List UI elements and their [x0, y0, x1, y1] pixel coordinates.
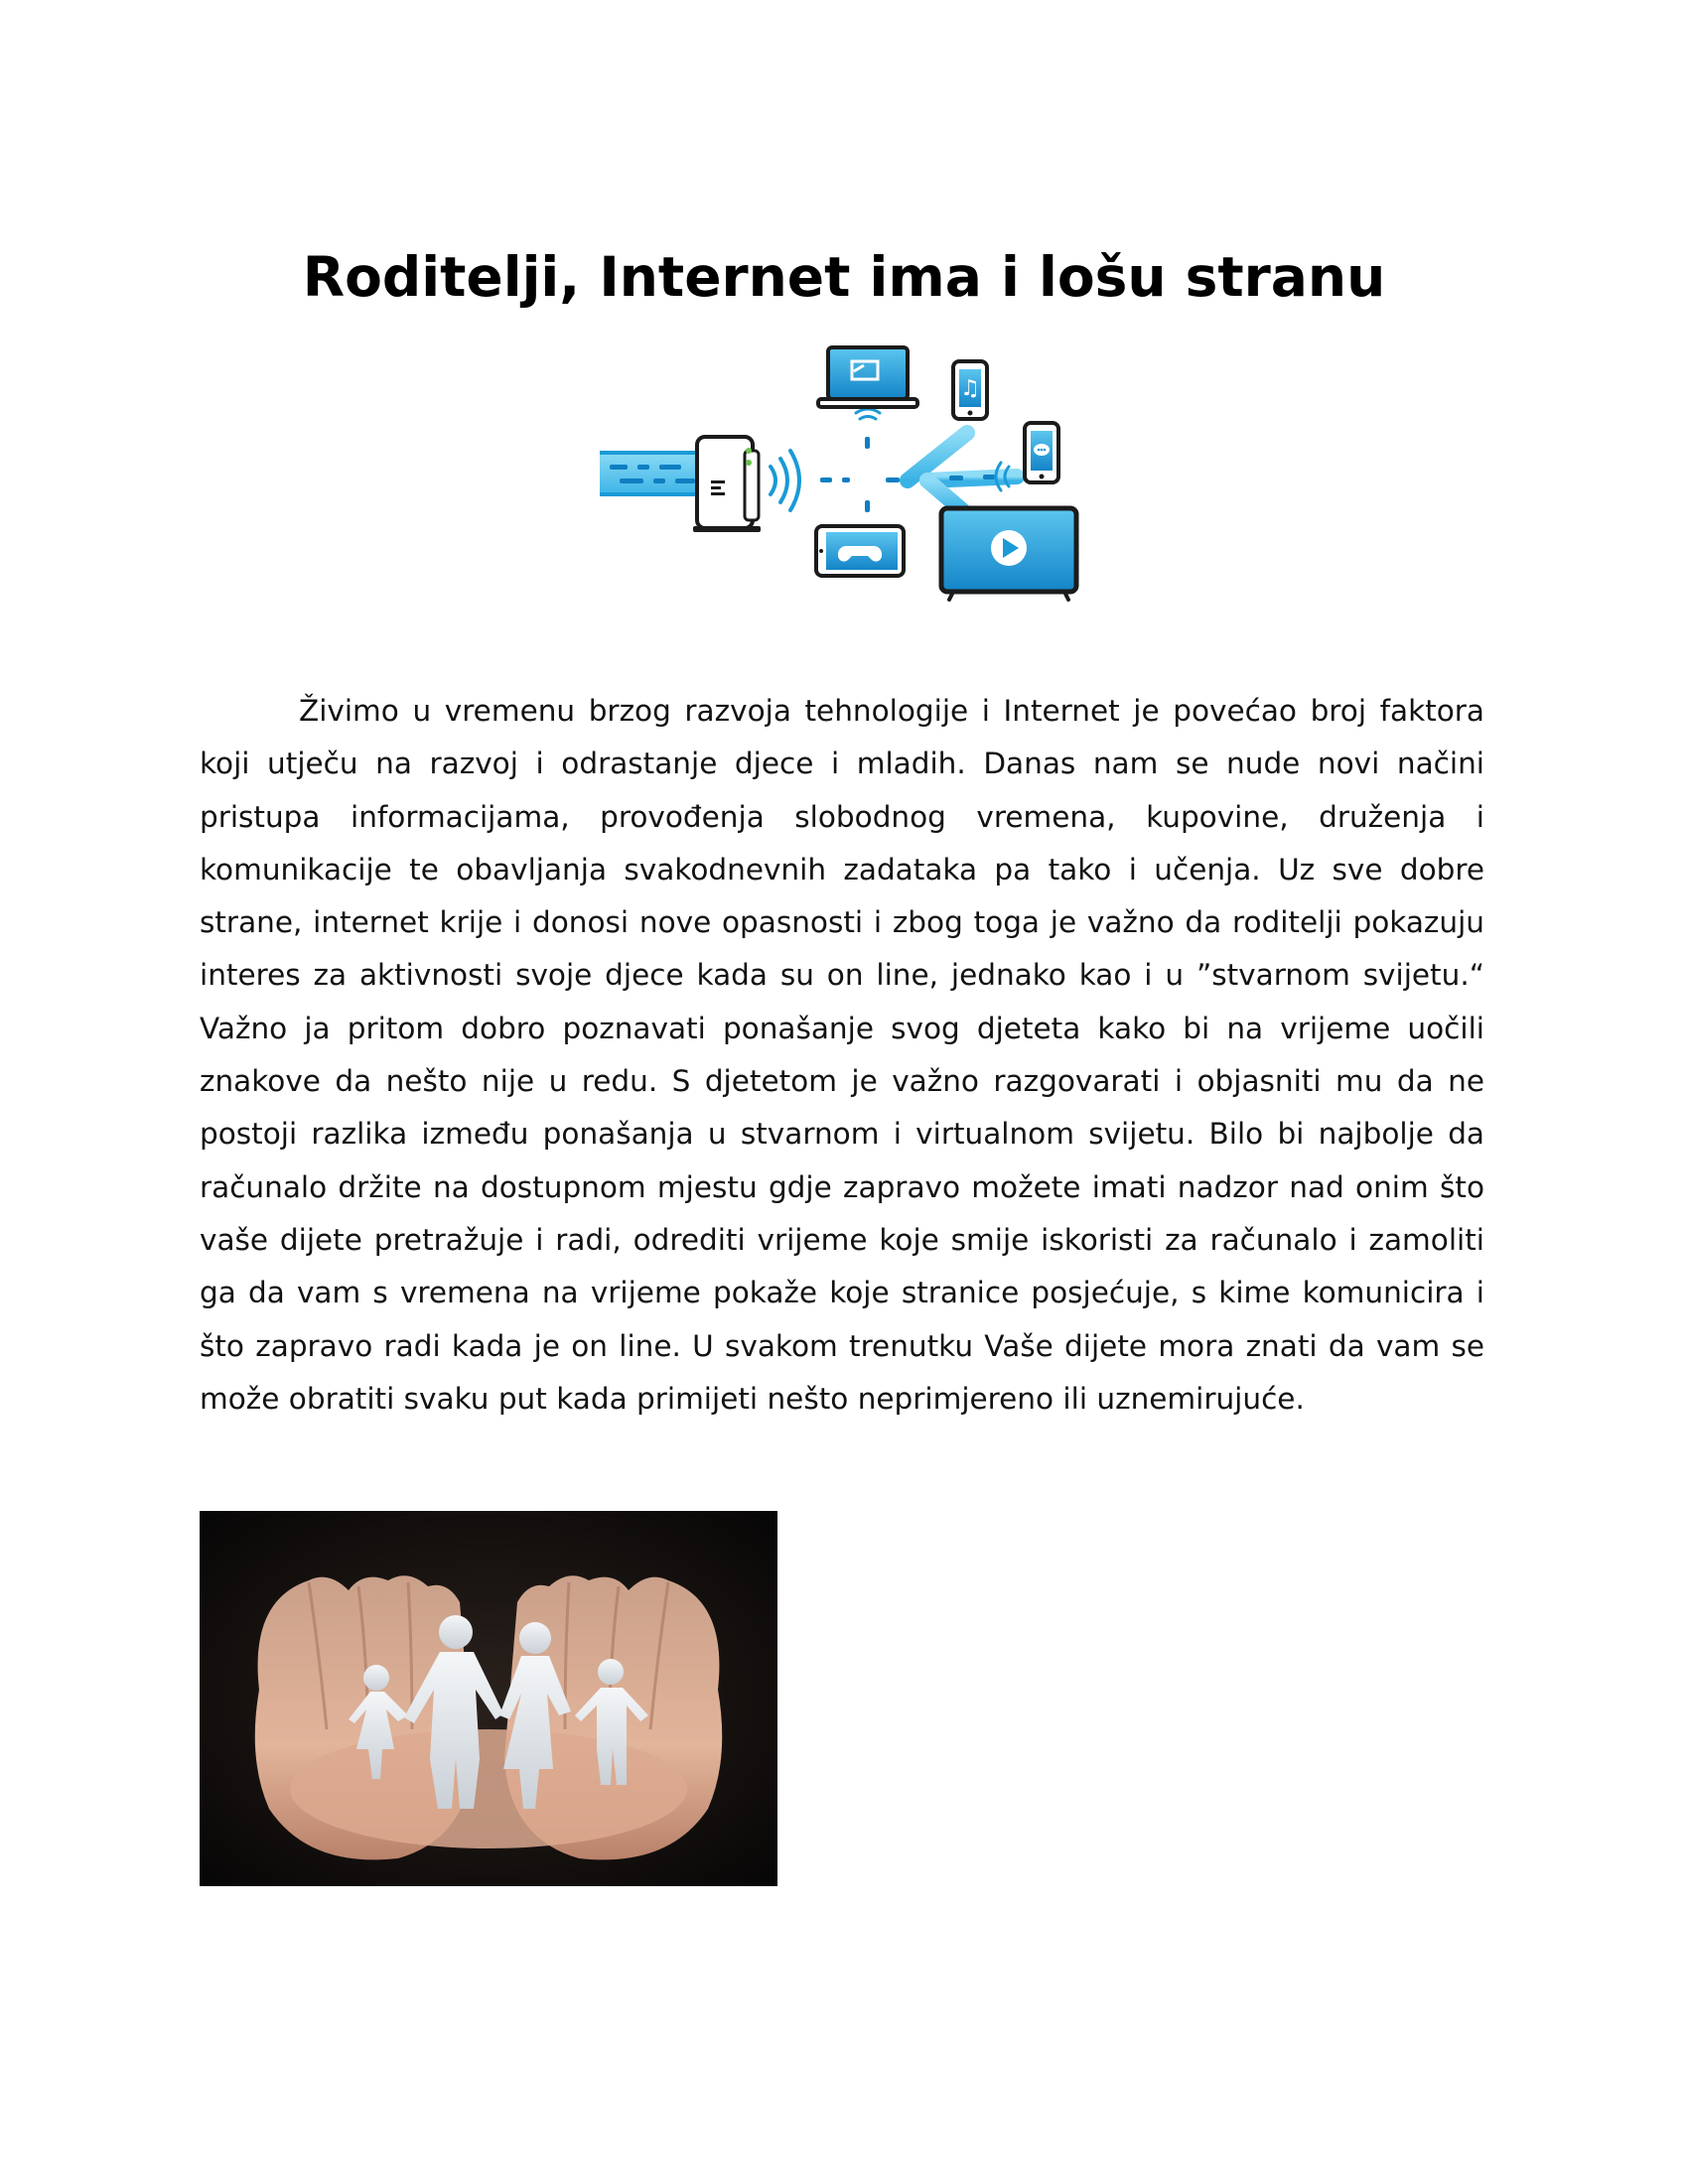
tablet-game-icon	[816, 526, 904, 576]
body-paragraph: Živimo u vremenu brzog razvoja tehnologije i Internet je povećao broj faktora koji utječu na razvoj i odrastanje djece i mladih. Danas nam se nude novi načini pristupa informacijama, provođenja slobodnog vremena, kupovine, druženja i komunikacije te obavljanja svakodnevnih zadataka pa tako i učenja. Uz sve dobre strane, internet krije i donosi nove opasnosti i zbog toga je važno da roditelji pokazuju interes za aktivnosti svoje djece kada su on line, jednako kao i u ”stvarnom svijetu.“ Važno ja pritom dobro poznavati ponašanje svog djeteta kako bi na vrijeme uočili znakove da nešto nije u redu. S djetetom je važno razgovarati i objasniti mu da ne postoji razlika između ponašanja u stvarnom i virtualnom svijetu. Bilo bi najbolje da računalo držite na dostupnom mjestu gdje zapravo možete imati nadzor nad onim što vaše dijete pretražuje i radi, odrediti vrijeme koje smije iskoristi za računalo i zamoliti ga da vam s vremena na vrijeme pokaže koje stranice posjećuje, s kime komunicira i što zapravo radi kada je on line. U svakom trenutku Vaše dijete mora znati da vam se može obratiti svaku put kada primijeti nešto neprimjereno ili uznemirujuće.	[200, 694, 1484, 1416]
data-stream-icon	[600, 451, 707, 496]
tv-play-icon	[941, 508, 1076, 600]
router-icon	[693, 437, 761, 532]
svg-text:♫: ♫	[960, 376, 980, 401]
wifi-signal-icon	[771, 451, 799, 510]
smartphone-music-icon	[953, 361, 987, 419]
page-title: Roditelji, Internet ima i lošu stranu	[302, 245, 1386, 309]
laptop-icon	[818, 347, 917, 407]
family-hands-photo	[200, 1511, 777, 1886]
network-devices-illustration	[600, 341, 1082, 602]
smartphone-chat-icon	[1025, 423, 1058, 482]
